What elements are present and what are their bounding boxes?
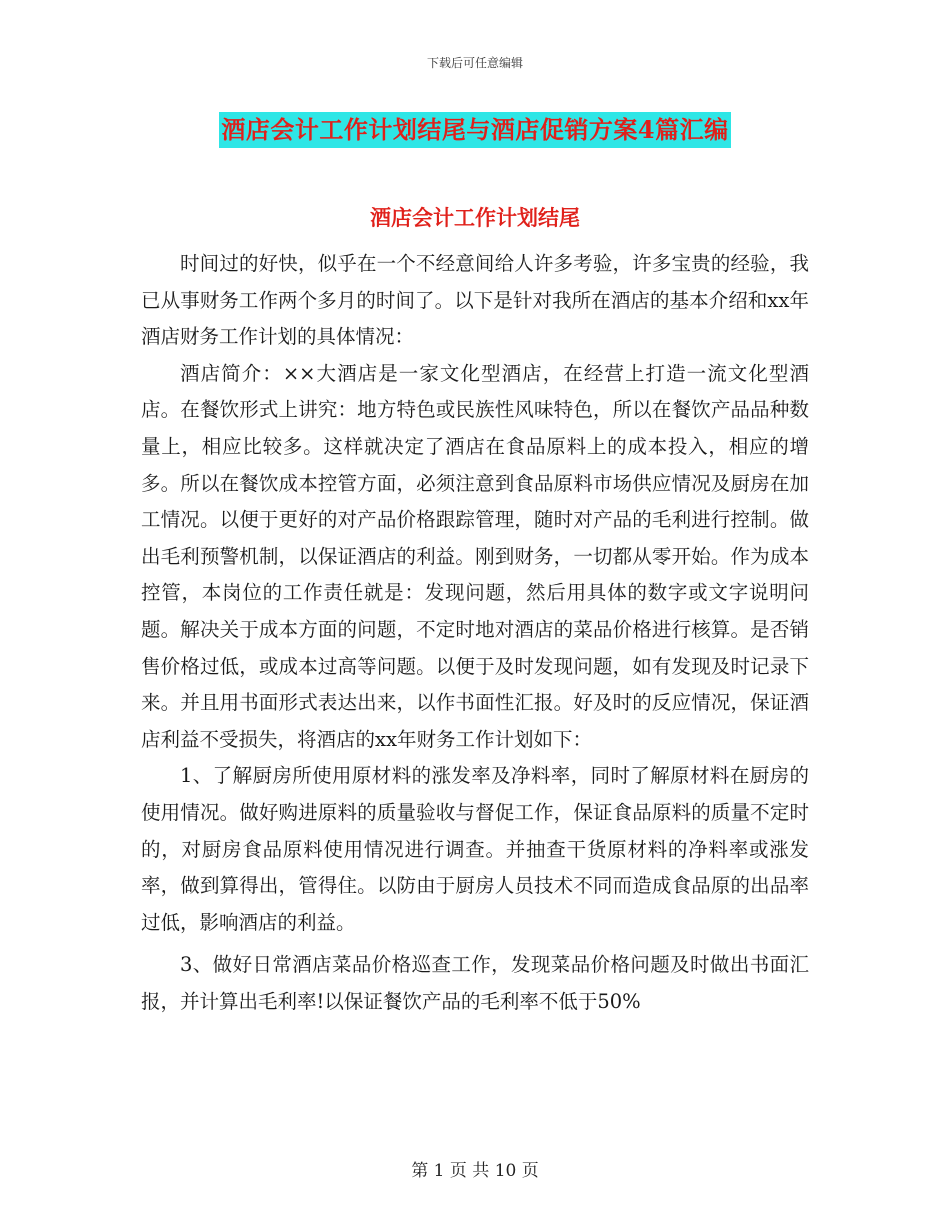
page-header-note: 下载后可任意编辑: [426, 56, 523, 70]
document-body: [141, 246, 809, 1020]
paragraph-item-3: 3、做好日常酒店菜品价格巡查工作，发现菜品价格问题及时做出书面汇报，并计算出毛利率!以保证餐饮产品的毛利率不低于50%: [141, 953, 809, 1013]
document-title-container: [0, 112, 950, 148]
document-title: 酒店会计工作计划结尾与酒店促销方案4篇汇编: [219, 112, 730, 148]
section-title: 酒店会计工作计划结尾: [370, 205, 580, 230]
paragraph-item-1: 1、了解厨房所使用原材料的涨发率及净料率，同时了解原材料在厨房的使用情况。做好购进原料的质量验收与督促工作，保证食品原料的质量不定时的，对厨房食品原料使用情况进行调查。并抽查干货原材料的净料率或涨发率，做到算得出，管得住。以防由于厨房人员技术不同而造成食品原的出品率过低，影响酒店的利益。: [141, 764, 809, 934]
paragraph-hotel-profile: 酒店简介：××大酒店是一家文化型酒店，在经营上打造一流文化型酒店。在餐饮形式上讲究：地方特色或民族性风味特色，所以在餐饮产品品种数量上，相应比较多。这样就决定了酒店在食品原料上的成本投入，相应的增多。所以在餐饮成本控管方面，必须注意到食品原料市场供应情况及厨房在加工情况。以便于更好的对产品价格跟踪管理，随时对产品的毛利进行控制。做出毛利预警机制，以保证酒店的利益。刚到财务，一切都从零开始。作为成本控管，本岗位的工作责任就是：发现问题，然后用具体的数字或文字说明问题。解决关于成本方面的问题，不定时地对酒店的菜品价格进行核算。是否销售价格过低，或成本过高等问题。以便于及时发现问题，如有发现及时记录下来。并且用书面形式表达出来，以作书面性汇报。好及时的反应情况，保证酒店利益不受损失，将酒店的xx年财务工作计划如下：: [141, 361, 809, 751]
paragraph-intro: 时间过的好快，似乎在一个不经意间给人许多考验，许多宝贵的经验，我已从事财务工作两个多月的时间了。以下是针对我所在酒店的基本介绍和xx年酒店财务工作计划的具体情况：: [141, 252, 809, 349]
page-number: 第 1 页 共 10 页: [411, 1161, 539, 1181]
